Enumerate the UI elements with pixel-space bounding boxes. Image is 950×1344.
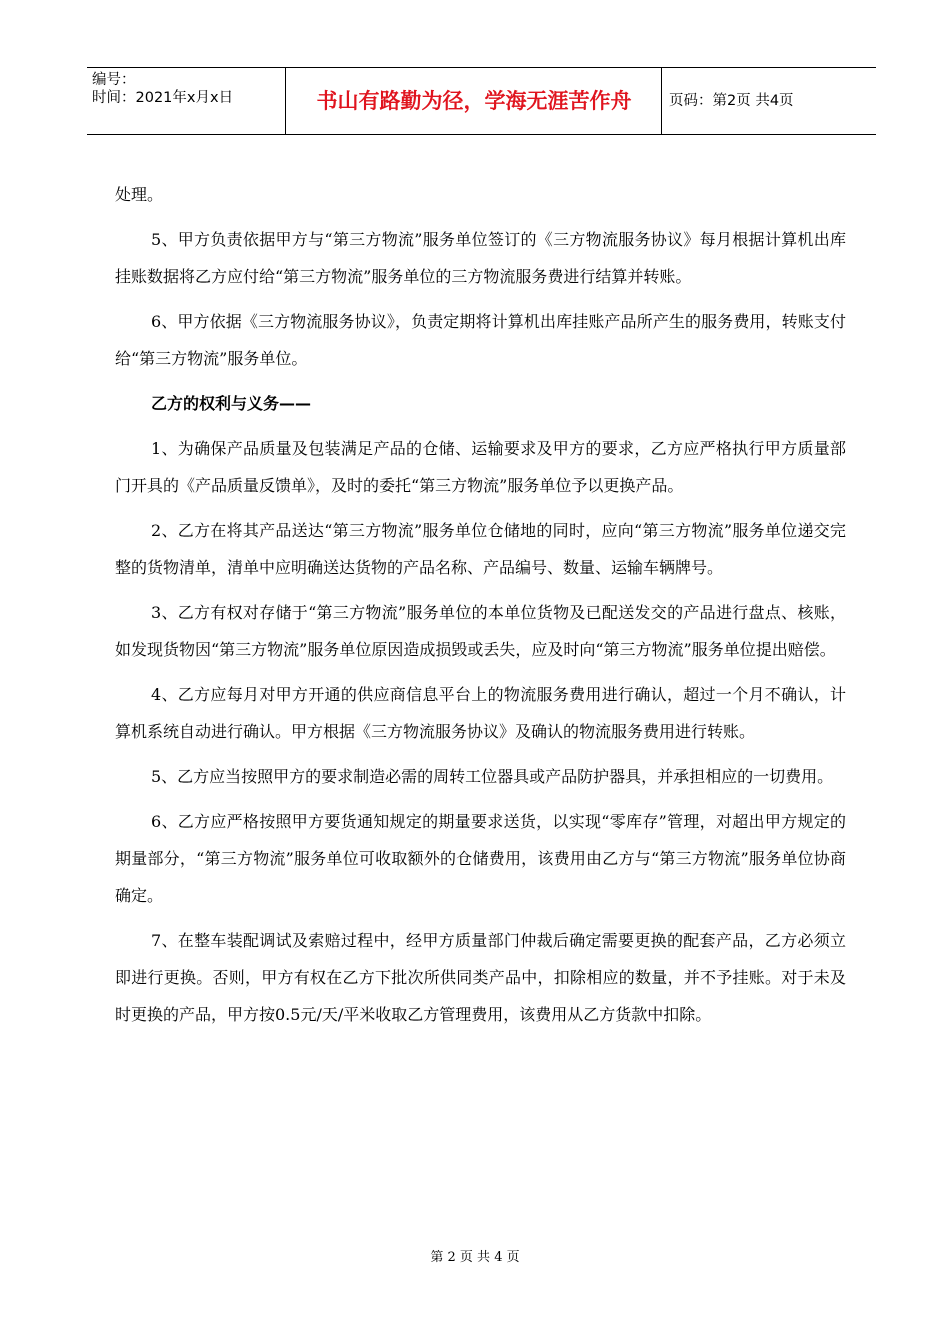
paragraph: 处理。: [115, 185, 164, 204]
header-meta: [87, 68, 286, 134]
section-heading: 乙方的权利与义务——: [151, 394, 312, 413]
code-label: 编号：: [92, 72, 136, 88]
paragraph: 5、乙方应当按照甲方的要求制造必需的周转工位器具或产品防护器具，并承担相应的一切费用。: [151, 767, 834, 786]
page-header: [87, 67, 876, 135]
paragraph: 5、甲方负责依据甲方与“第三方物流”服务单位签订的《三方物流服务协议》每月根据计算机出库挂账数据将乙方应付给“第三方物流”服务单位的三方物流服务费进行结算并转账。: [115, 230, 846, 286]
paragraph: 2、乙方在将其产品送达“第三方物流”服务单位仓储地的同时，应向“第三方物流”服务单位递交完整的货物清单，清单中应明确送达货物的产品名称、产品编号、数量、运输车辆牌号。: [115, 521, 846, 577]
paragraph: 6、乙方应严格按照甲方要货通知规定的期量要求送货，以实现“零库存”管理，对超出甲方规定的期量部分，“第三方物流”服务单位可收取额外的仓储费用，该费用由乙方与“第三方物流”服务单位协商确定。: [115, 812, 846, 905]
document-body: [115, 176, 846, 1033]
header-page-info: 页码：第2页 共4页: [661, 68, 876, 134]
paragraph: 4、乙方应每月对甲方开通的供应商信息平台上的物流服务费用进行确认，超过一个月不确认，计算机系统自动进行确认。甲方根据《三方物流服务协议》及确认的物流服务费用进行转账。: [115, 685, 846, 741]
time-label: 时间：2021年x月x日: [92, 90, 234, 106]
paragraph: 1、为确保产品质量及包装满足产品的仓储、运输要求及甲方的要求，乙方应严格执行甲方质量部门开具的《产品质量反馈单》，及时的委托“第三方物流”服务单位予以更换产品。: [115, 439, 846, 495]
header-motto: 书山有路勤为径，学海无涯苦作舟: [316, 89, 632, 113]
paragraph: 7、在整车装配调试及索赔过程中，经甲方质量部门仲裁后确定需要更换的配套产品，乙方必须立即进行更换。否则，甲方有权在乙方下批次所供同类产品中，扣除相应的数量，并不予挂账。对于未及时更换的产品，甲方按0.5元/天/平米收取乙方管理费用，该费用从乙方货款中扣除。: [115, 931, 846, 1024]
paragraph: 3、乙方有权对存储于“第三方物流”服务单位的本单位货物及已配送发交的产品进行盘点、核账，如发现货物因“第三方物流”服务单位原因造成损毁或丢失，应及时向“第三方物流”服务单位提出赔偿。: [115, 603, 846, 659]
page-footer: 第 2 页 共 4 页: [430, 1250, 520, 1265]
paragraph: 6、甲方依据《三方物流服务协议》，负责定期将计算机出库挂账产品所产生的服务费用，转账支付给“第三方物流”服务单位。: [115, 312, 846, 368]
